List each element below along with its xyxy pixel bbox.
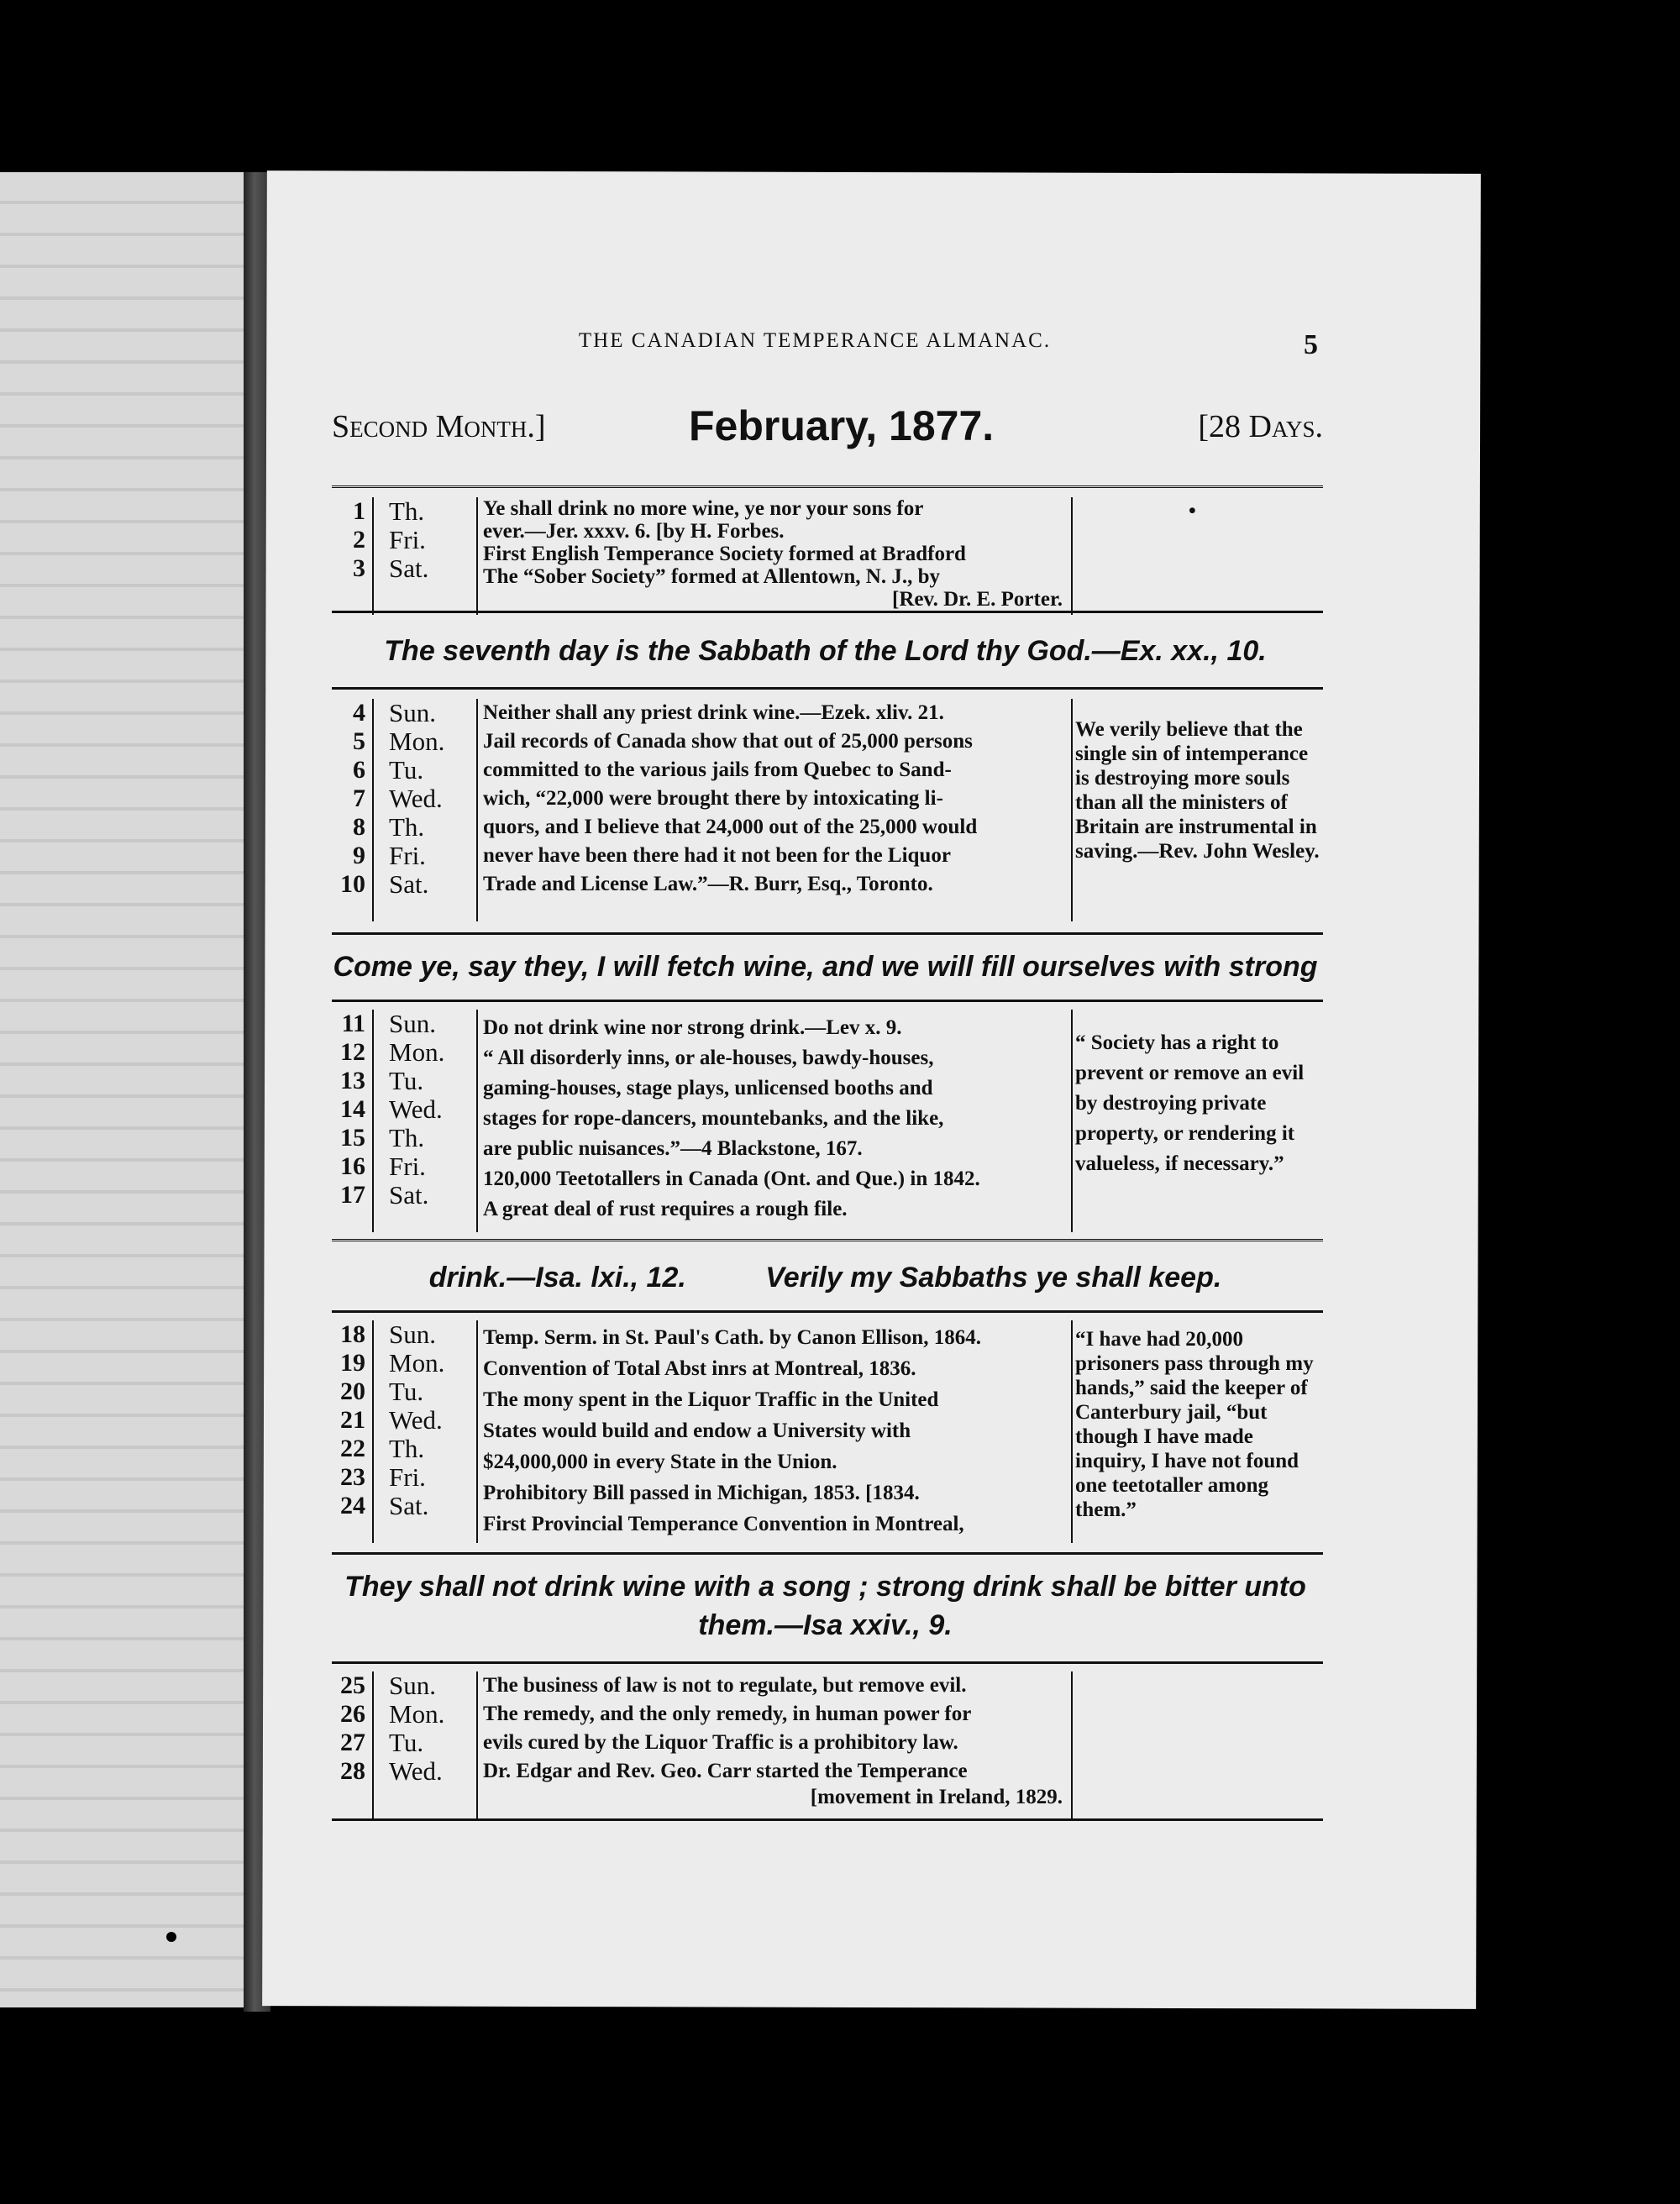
entry-line: Convention of Total Abst inrs at Montreal, 1836.	[483, 1357, 916, 1380]
entry-line: The mony spent in the Liquor Traffic in the United	[483, 1388, 939, 1411]
entry-line: $24,000,000 in every State in the Union.	[483, 1451, 837, 1473]
divider	[332, 485, 1323, 493]
quote-mark: •	[1189, 500, 1196, 522]
day-row	[332, 526, 479, 554]
day-number: 23	[340, 1463, 365, 1491]
day-name: Sat.	[389, 1180, 429, 1210]
day-name: Wed.	[389, 784, 443, 813]
day-name: Mon.	[389, 1699, 445, 1729]
entry-line: evils cured by the Liquor Traffic is a prohibitory law.	[483, 1731, 958, 1754]
days-label: [28 Days.	[1198, 409, 1323, 444]
day-row	[332, 1038, 479, 1067]
entry-line: committed to the various jails from Quebec to Sand-	[483, 758, 952, 781]
day-name: Mon.	[389, 727, 445, 756]
entry-line: wich, “22,000 were brought there by intoxicating li-	[483, 787, 943, 810]
day-number: 26	[340, 1700, 365, 1728]
day-number: 2	[353, 526, 365, 554]
entry-line: stages for rope-dancers, mountebanks, and the like,	[483, 1107, 944, 1130]
week-block-5	[332, 1671, 1323, 1818]
day-name: Tu.	[389, 755, 424, 785]
page-number: 5	[1304, 329, 1318, 360]
scripture-banner: drink.—Isa. lxi., 12. Verily my Sabbaths ye shall keep.	[428, 1262, 1222, 1294]
month-title: February, 1877.	[689, 402, 995, 449]
month-heading	[332, 401, 1323, 452]
month-label: Second Month.]	[332, 409, 546, 444]
day-name: Sun.	[389, 1671, 436, 1700]
day-number: 9	[353, 842, 365, 869]
week-block-1	[332, 497, 1323, 615]
entry-line: The “Sober Society” formed at Allentown, N. J., by	[483, 565, 940, 588]
entry-line: never have been there had it not been for the Liquor	[483, 844, 951, 867]
day-number: 17	[340, 1181, 365, 1209]
day-name: Fri.	[389, 841, 426, 870]
side-quote: “ Society has a right to prevent or remove an evil by destroying private property, or rendering it valueless, if necessary.”	[1075, 1031, 1305, 1175]
day-entries	[483, 1013, 1063, 1225]
day-name: Tu.	[389, 1728, 424, 1757]
divider	[332, 932, 1323, 935]
entry-line: Temp. Serm. in St. Paul's Cath. by Canon Ellison, 1864.	[483, 1326, 981, 1349]
day-number: 28	[340, 1757, 365, 1785]
day-number: 27	[340, 1729, 365, 1756]
day-row	[332, 756, 479, 785]
running-title: THE CANADIAN TEMPERANCE ALMANAC.	[578, 329, 1052, 352]
entry-line: “ All disorderly inns, or ale-houses, bawdy-houses,	[483, 1047, 934, 1069]
divider	[332, 1661, 1323, 1664]
day-name: Fri.	[389, 525, 426, 554]
day-number: 8	[353, 813, 365, 841]
day-row	[332, 1757, 479, 1786]
day-name: Tu.	[389, 1377, 424, 1406]
day-name: Wed.	[389, 1094, 443, 1124]
entry-line: Trade and License Law.”—R. Burr, Esq., Toronto.	[483, 873, 933, 895]
day-name: Sun.	[389, 1320, 436, 1349]
week-block-4	[332, 1320, 1323, 1543]
day-name: Wed.	[389, 1756, 443, 1786]
day-row	[332, 1349, 479, 1378]
scripture-banner: The seventh day is the Sabbath of the Lord thy God.—Ex. xx., 10.	[384, 635, 1267, 667]
entry-line: [Rev. Dr. E. Porter.	[892, 588, 1063, 611]
day-row	[332, 1406, 479, 1435]
entry-line: Prohibitory Bill passed in Michigan, 1853. [1834.	[483, 1482, 920, 1504]
day-row	[332, 1124, 479, 1152]
divider	[332, 1310, 1323, 1313]
day-name: Th.	[389, 1123, 425, 1152]
entry-line: 120,000 Teetotallers in Canada (Ont. and Que.) in 1842.	[483, 1168, 980, 1190]
entry-line: Do not drink wine nor strong drink.—Lev x. 9.	[483, 1016, 902, 1039]
divider	[332, 1000, 1323, 1002]
day-entries	[483, 497, 1063, 611]
day-row	[332, 1435, 479, 1463]
scripture-banner: Come ye, say they, I will fetch wine, and we will fill ourselves with strong	[333, 951, 1318, 983]
entry-line: First English Temperance Society formed at Bradford	[483, 543, 966, 565]
day-number: 14	[340, 1095, 365, 1123]
day-number: 16	[340, 1152, 365, 1180]
day-entries	[483, 699, 1063, 899]
divider	[332, 611, 1323, 613]
day-name: Sat.	[389, 869, 429, 899]
day-row	[332, 1378, 479, 1406]
entry-line: are public nuisances.”—4 Blackstone, 167.	[483, 1137, 863, 1160]
entry-line: The remedy, and the only remedy, in human power for	[483, 1703, 972, 1725]
day-row	[332, 497, 479, 526]
facing-page-edge	[0, 172, 244, 2007]
entry-line: Ye shall drink no more wine, ye nor your sons for	[483, 497, 924, 520]
day-entries	[483, 1322, 1063, 1540]
day-number: 18	[340, 1320, 365, 1348]
entry-line: First Provincial Temperance Convention in Montreal,	[483, 1513, 964, 1535]
day-name: Fri.	[389, 1152, 426, 1181]
scripture-banner: They shall not drink wine with a song ; strong drink shall be bitter unto	[344, 1571, 1306, 1603]
day-row	[332, 727, 479, 756]
day-name: Tu.	[389, 1066, 424, 1095]
day-row	[332, 785, 479, 813]
day-row	[332, 1700, 479, 1729]
day-row	[332, 1671, 479, 1700]
day-number: 25	[340, 1671, 365, 1699]
day-number: 3	[353, 554, 365, 582]
day-row	[332, 870, 479, 899]
day-row	[332, 699, 479, 727]
day-name: Sun.	[389, 1009, 436, 1038]
entry-line: States would build and endow a University with	[483, 1419, 911, 1442]
day-row	[332, 1320, 479, 1349]
day-number: 12	[340, 1038, 365, 1066]
day-row	[332, 1010, 479, 1038]
day-number: 7	[353, 785, 365, 812]
day-number: 4	[353, 699, 365, 727]
day-name: Th.	[389, 1434, 425, 1463]
day-number: 24	[340, 1492, 365, 1519]
day-row	[332, 1492, 479, 1520]
day-number: 1	[353, 497, 365, 525]
day-number: 20	[340, 1378, 365, 1405]
entry-line: quors, and I believe that 24,000 out of the 25,000 would	[483, 816, 978, 838]
day-name: Th.	[389, 496, 425, 526]
entry-line: gaming-houses, stage plays, unlicensed booths and	[483, 1077, 933, 1099]
side-quote: We verily believe that the single sin of intemperance is destroying more souls than all the ministers of Britain are instrumental in saving.—Rev. John Wesley.	[1075, 718, 1320, 863]
day-number: 5	[353, 727, 365, 755]
day-number: 13	[340, 1067, 365, 1094]
entry-line: A great deal of rust requires a rough file.	[483, 1198, 848, 1220]
day-number: 15	[340, 1124, 365, 1152]
day-row	[332, 554, 479, 583]
scripture-banner: them.—Isa xxiv., 9.	[698, 1609, 953, 1641]
entry-line: Neither shall any priest drink wine.—Ezek. xliv. 21.	[483, 701, 944, 724]
day-name: Th.	[389, 812, 425, 842]
day-number: 6	[353, 756, 365, 784]
day-row	[332, 1095, 479, 1124]
side-quote: “I have had 20,000 prisoners pass through my hands,” said the keeper of Canterbury jail, “but though I have made inquiry, I have not found one teetotaller among them.”	[1075, 1328, 1314, 1521]
entry-line: [movement in Ireland, 1829.	[810, 1786, 1063, 1808]
divider	[332, 687, 1323, 690]
day-name: Sat.	[389, 554, 429, 583]
day-name: Sat.	[389, 1491, 429, 1520]
divider	[332, 1552, 1323, 1555]
day-number: 21	[340, 1406, 365, 1434]
entry-line: ever.—Jer. xxxv. 6. [by H. Forbes.	[483, 520, 785, 543]
day-row	[332, 1181, 479, 1210]
day-row	[332, 842, 479, 870]
day-name: Sun.	[389, 698, 436, 727]
day-entries	[483, 1671, 1063, 1809]
day-name: Wed.	[389, 1405, 443, 1435]
week-block-2	[332, 699, 1323, 921]
day-row	[332, 1463, 479, 1492]
entry-line: The business of law is not to regulate, but remove evil.	[483, 1674, 967, 1697]
divider	[332, 1818, 1323, 1821]
day-row	[332, 1067, 479, 1095]
day-name: Mon.	[389, 1037, 445, 1067]
day-name: Mon.	[389, 1348, 445, 1378]
entry-line: Jail records of Canada show that out of 25,000 persons	[483, 730, 973, 753]
day-number: 22	[340, 1435, 365, 1462]
day-number: 11	[341, 1010, 365, 1037]
divider	[332, 1239, 1323, 1246]
day-row	[332, 813, 479, 842]
entry-line: Dr. Edgar and Rev. Geo. Carr started the Temperance	[483, 1760, 968, 1782]
day-row	[332, 1152, 479, 1181]
ink-spot	[166, 1932, 176, 1942]
week-block-3	[332, 1010, 1323, 1232]
day-name: Fri.	[389, 1462, 426, 1492]
day-row	[332, 1729, 479, 1757]
day-number: 10	[340, 870, 365, 898]
day-number: 19	[340, 1349, 365, 1377]
